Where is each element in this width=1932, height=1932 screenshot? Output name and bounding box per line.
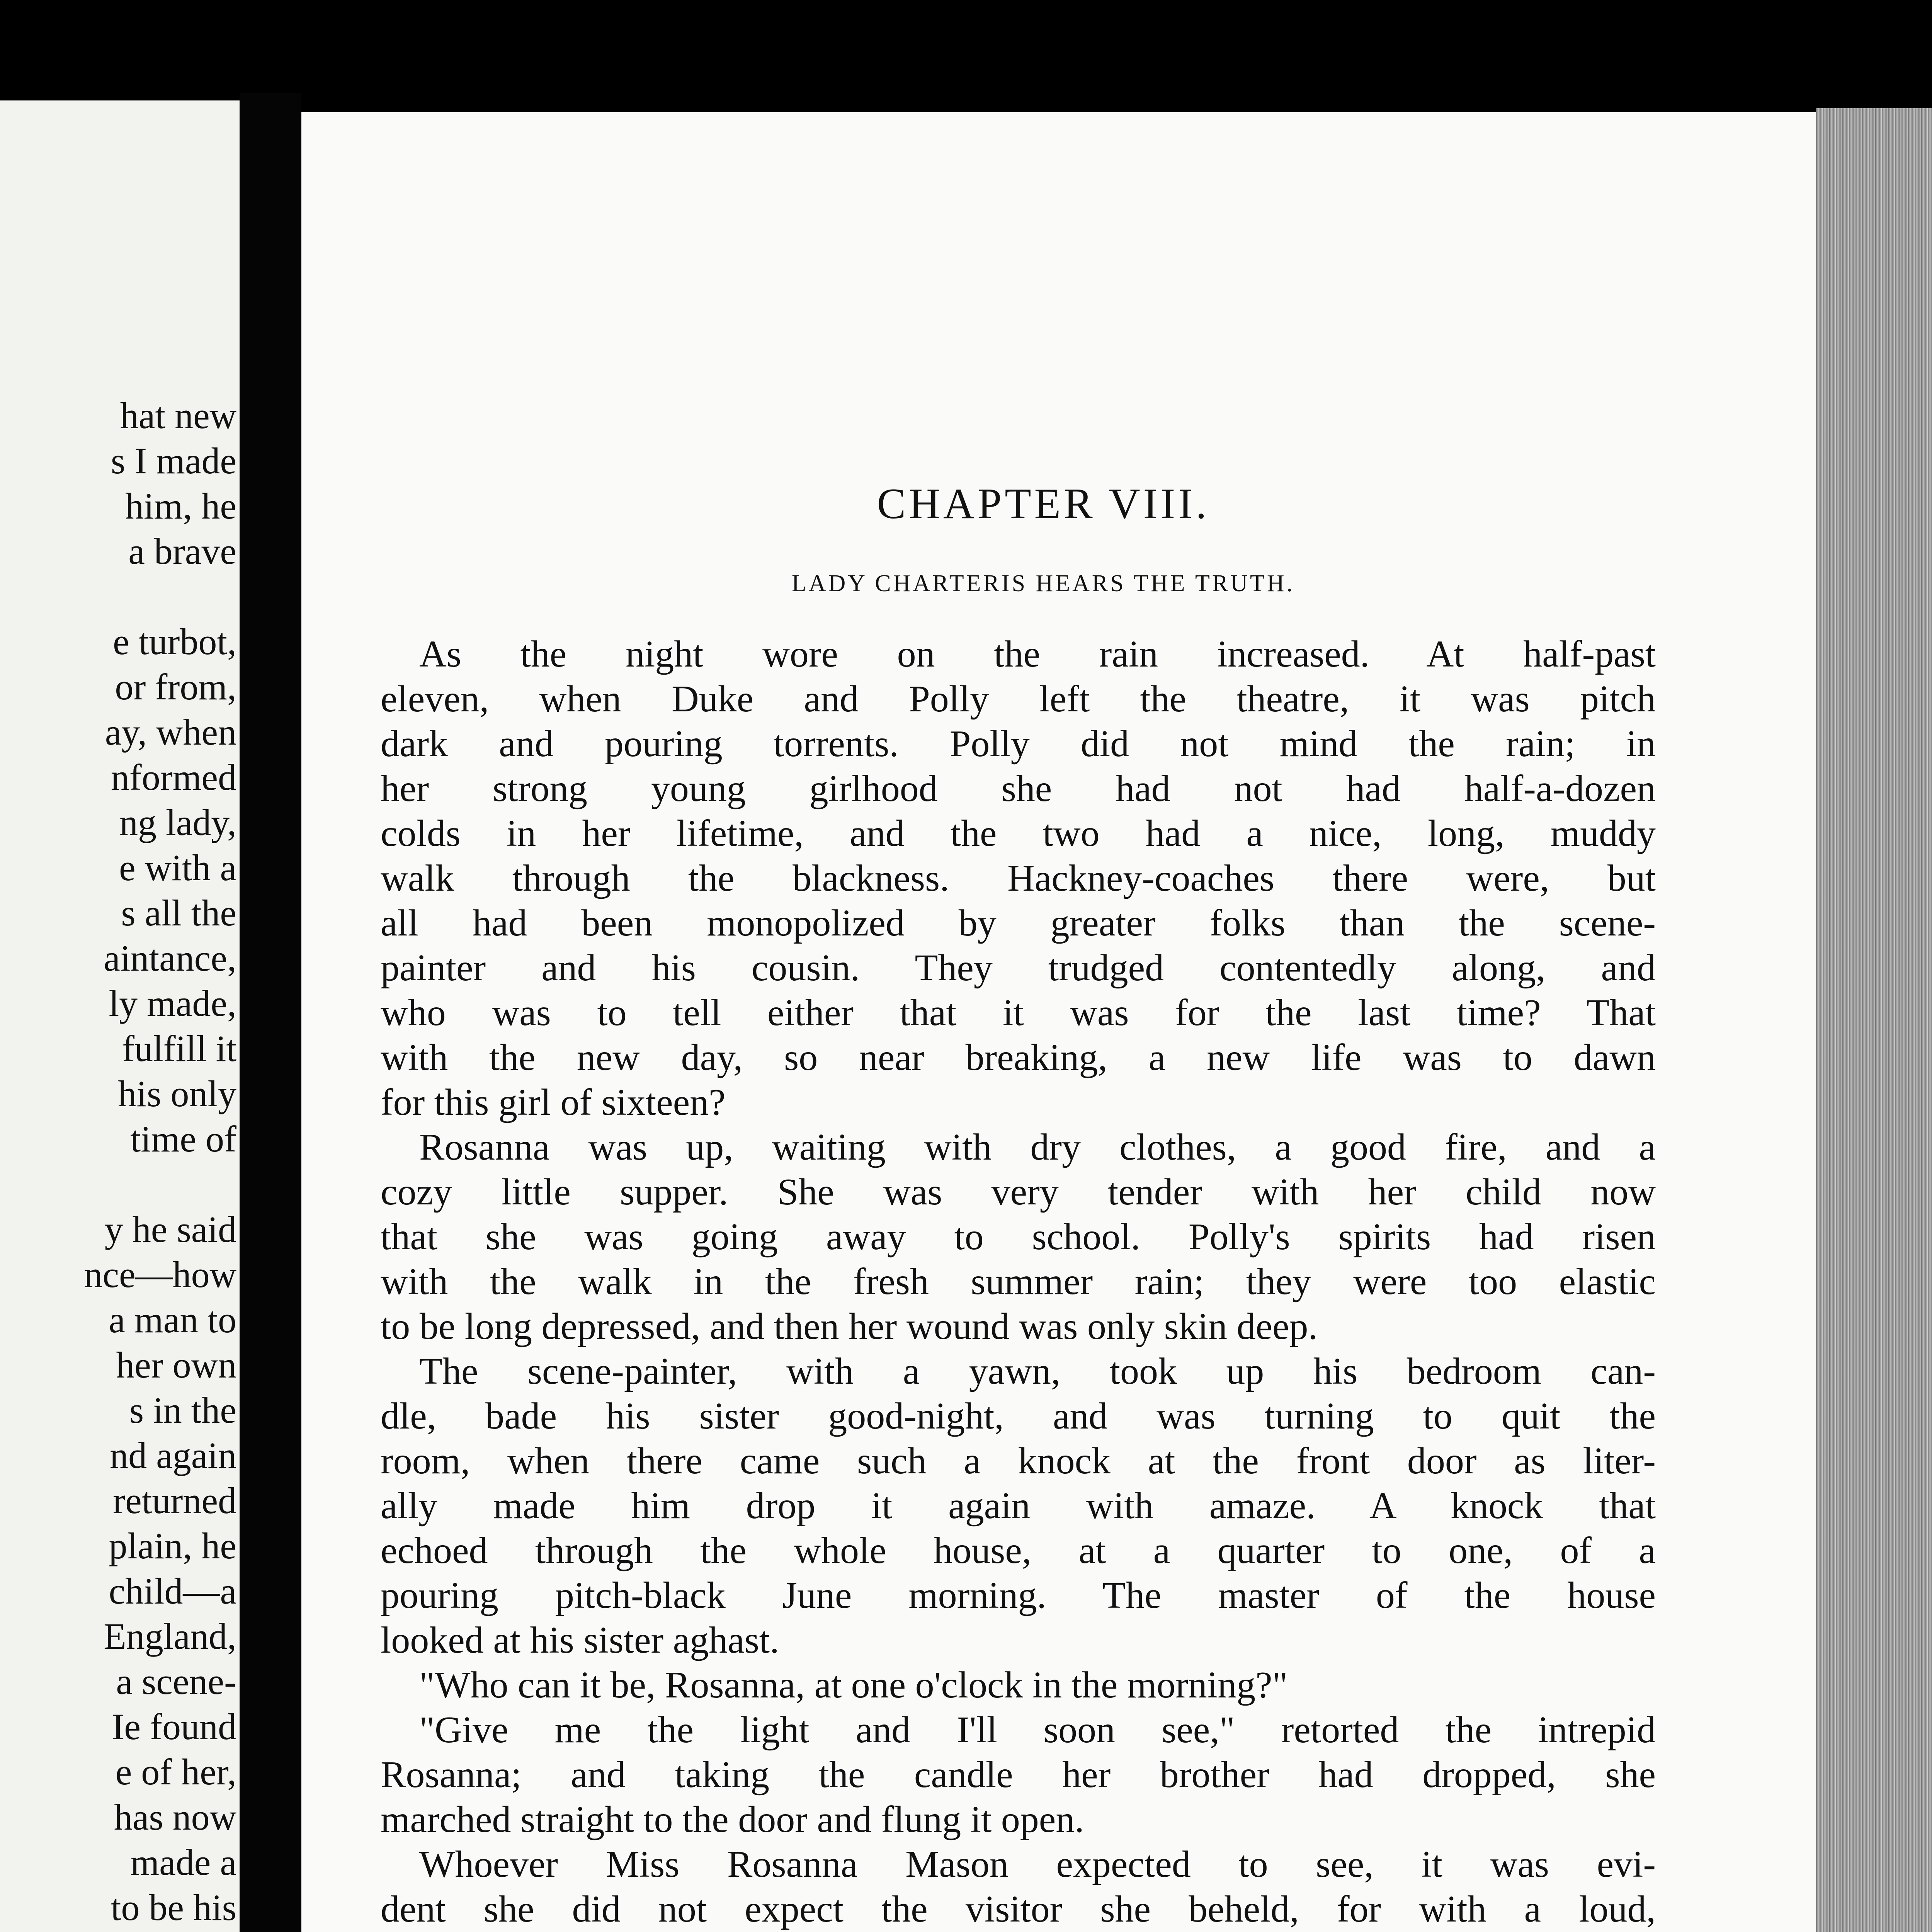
body-line: looked at his sister aghast. (381, 1619, 779, 1661)
left-page-line: England, (104, 1616, 236, 1657)
left-page-line: a man to (109, 1299, 236, 1340)
left-page-line: him, he (125, 485, 236, 527)
body-line: with the walk in the fresh summer rain; they were too elastic (381, 1261, 1656, 1303)
left-page-line: s in the (129, 1389, 236, 1431)
left-page-line: ay, when (105, 711, 236, 753)
body-line: all had been monopolized by greater folks than the scene- (381, 902, 1656, 944)
body-line: painter and his cousin. They trudged contentedly along, and (381, 947, 1656, 989)
left-page-line: or from, (115, 666, 236, 707)
book-binding-gutter (240, 93, 301, 1932)
body-line: for this girl of sixteen? (381, 1082, 726, 1123)
left-page-line: ly made, (109, 983, 236, 1024)
body-line: dark and pouring torrents. Polly did not mind the rain; in (381, 723, 1656, 765)
body-line: Rosanna was up, waiting with dry clothes, a good fire, and a (419, 1126, 1656, 1168)
body-line: her strong young girlhood she had not had half-a-dozen (381, 768, 1656, 810)
left-page-line: made a (130, 1842, 236, 1883)
body-line: cozy little supper. She was very tender with her child now (381, 1171, 1656, 1213)
left-page-line: has now (114, 1796, 236, 1838)
body-line: pouring pitch-black June morning. The master of the house (381, 1575, 1656, 1616)
left-page-line: aintance, (104, 937, 236, 979)
left-page-line: to be his (111, 1887, 236, 1928)
left-page-line: hat new (120, 395, 236, 436)
left-page-line: nd again (110, 1435, 236, 1476)
left-page-line: time of (130, 1118, 236, 1160)
body-line: As the night wore on the rain increased. At half-past (419, 633, 1656, 675)
left-page-fragment (0, 100, 240, 1932)
body-line: eleven, when Duke and Polly left the theatre, it was pitch (381, 678, 1656, 720)
body-line: Whoever Miss Rosanna Mason expected to see, it was evi- (419, 1844, 1656, 1885)
body-line: dent she did not expect the visitor she beheld, for with a loud, (381, 1888, 1656, 1930)
left-page-line: ng lady, (119, 802, 236, 843)
left-page-line: e turbot, (113, 621, 236, 662)
body-line: ally made him drop it again with amaze. A knock that (381, 1485, 1656, 1527)
left-page-line: e with a (119, 847, 236, 888)
body-line: echoed through the whole house, at a quarter to one, of a (381, 1530, 1656, 1571)
body-line: The scene-painter, with a yawn, took up his bedroom can- (419, 1350, 1656, 1392)
left-page-line: s I made (111, 440, 236, 481)
body-line: that she was going away to school. Polly's spirits had risen (381, 1216, 1656, 1258)
body-line: colds in her lifetime, and the two had a nice, long, muddy (381, 813, 1656, 854)
body-line: Rosanna; and taking the candle her brother had dropped, she (381, 1754, 1656, 1796)
left-page-line: y he said (104, 1209, 236, 1250)
chapter-body-text (381, 632, 1656, 1932)
left-page-line: her own (116, 1344, 236, 1386)
left-page-line: e of her, (115, 1751, 236, 1793)
chapter-title: CHAPTER VIII. (877, 480, 1210, 528)
body-line: to be long depressed, and then her wound was only skin deep. (381, 1306, 1318, 1347)
body-line: dle, bade his sister good-night, and was turning to quit the (381, 1395, 1656, 1437)
left-page-line: returned (113, 1480, 236, 1521)
left-page-line: child—a (109, 1570, 236, 1612)
body-line: "Who can it be, Rosanna, at one o'clock in the morning?" (419, 1664, 1288, 1706)
body-line: who was to tell either that it was for the last time? That (381, 992, 1656, 1034)
body-line: room, when there came such a knock at the front door as liter- (381, 1440, 1656, 1482)
left-page-line: a scene- (116, 1661, 236, 1702)
left-page-line: his only (118, 1073, 236, 1114)
left-page-line: fulfill it (122, 1028, 236, 1069)
left-page-line: nformed (111, 757, 236, 798)
page-edge-stack (1816, 108, 1932, 1932)
left-page-line: a brave (128, 531, 236, 572)
left-page-line: nce—how (84, 1254, 236, 1295)
body-line: walk through the blackness. Hackney-coaches there were, but (381, 857, 1656, 899)
body-line: marched straight to the door and flung it open. (381, 1799, 1084, 1840)
body-line: with the new day, so near breaking, a new life was to dawn (381, 1037, 1656, 1078)
chapter-subtitle: LADY CHARTERIS HEARS THE TRUTH. (791, 570, 1295, 597)
left-page-line: s all the (121, 892, 236, 934)
body-line: "Give me the light and I'll soon see," retorted the intrepid (419, 1709, 1656, 1751)
left-page-line: Ie found (112, 1706, 236, 1747)
left-page-line: plain, he (109, 1525, 236, 1566)
